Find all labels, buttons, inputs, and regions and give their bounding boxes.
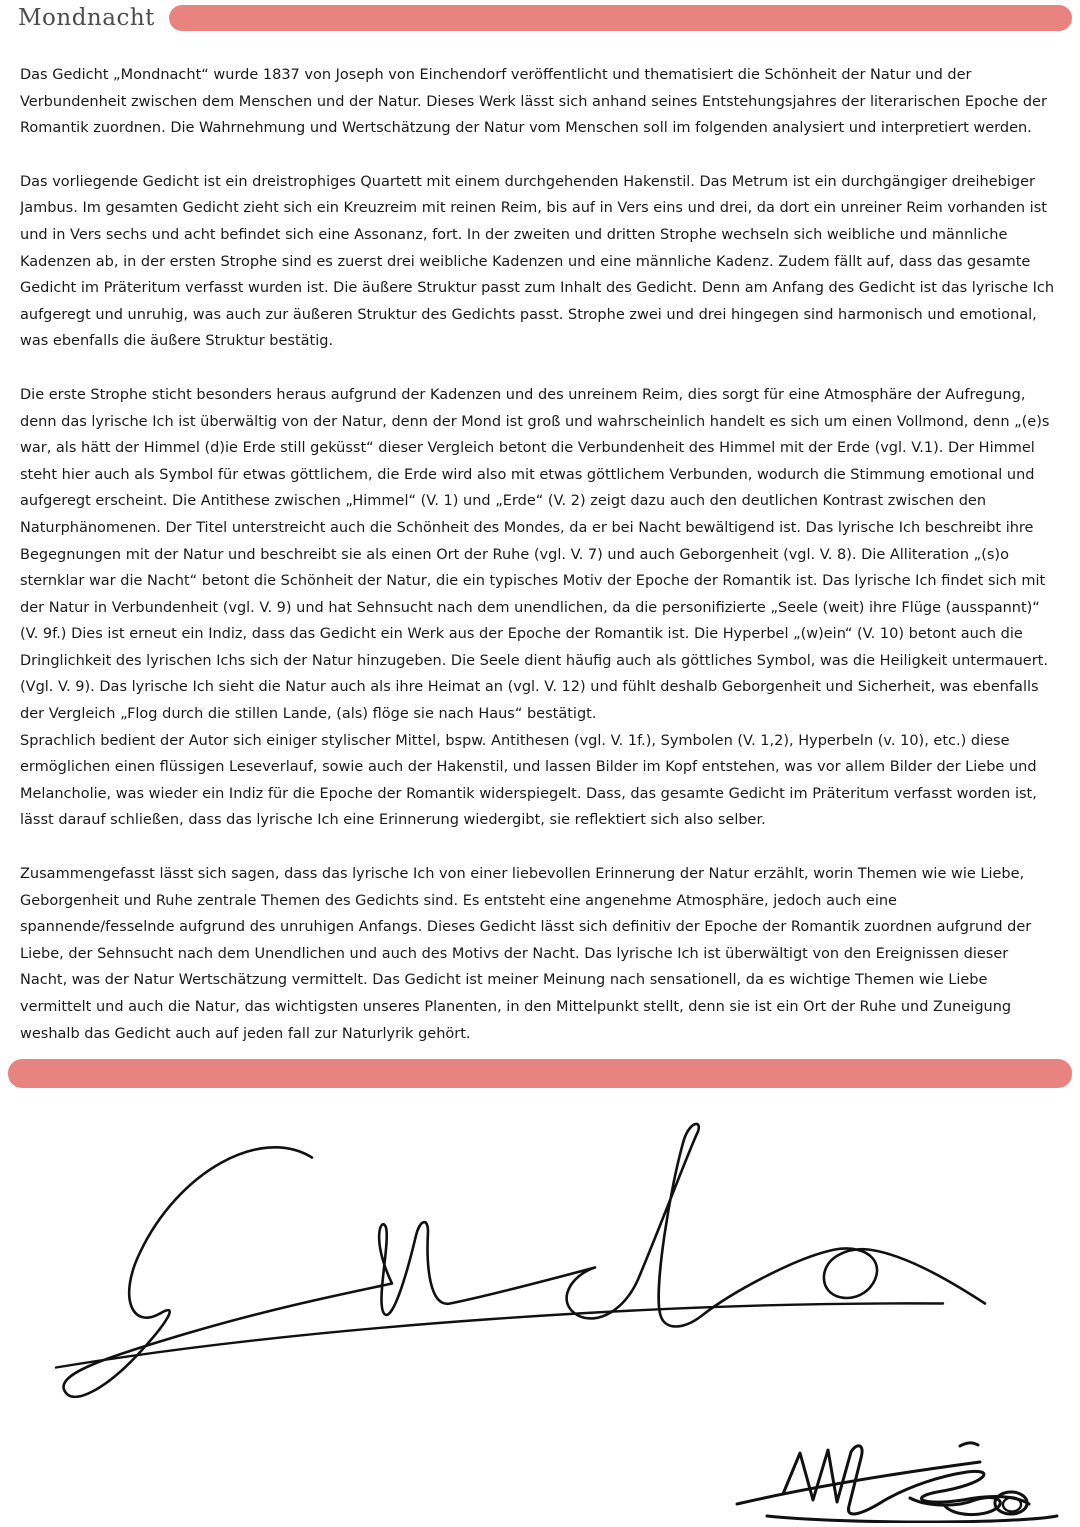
paragraph-stanza-analysis: Die erste Strophe sticht besonders heraus aufgrund der Kadenzen und des unreinem Reim, dies sorgt für eine Atmosphäre der Aufregung, denn das lyrische Ich ist überwältig von der Natur, denn der Mond ist groß und wahrscheinlich handelt es sich um einen Vollmond, denn „(e)s war, als hätt der Himmel (d)ie Erde still geküsst“ dieser Vergleich betont die Verbundenheit des Himmel mit der Erde (vgl. V.1). Der Himmel steht hier auch als Symbol für etwas göttlichem, die Erde wird also mit etwas göttlichem Verbunden, wodurch die Stimmung emotional und aufgeregt erscheint. Die Antithese zwischen „Himmel“ (V. 1) und „Erde“ (V. 2) zeigt dazu auch den deutlichen Kontrast zwischen den Naturphänomenen. Der Titel unterstreicht auch die Schönheit des Mondes, da er bei Nacht bewältigend ist. Das lyrische Ich beschreibt ihre Begegnungen mit der Natur und beschreibt sie als einen Ort der Ruhe (vgl. V. 7) und auch Geborgenheit (vgl. V. 8). Die Alliteration „(s)o sternklar war die Nacht“ betont die Schönheit der Natur, die ein typisches Motiv der Epoche der Romantik ist. Das lyrische Ich findet sich mit der Natur in Verbundenheit (vgl. V. 9) und hat Sehnsucht nach dem unendlichen, da die personifizierte „Seele (weit) ihre Flüge (ausspannt)“ (V. 9f.) Dies ist erneut ein Indiz, dass das Gedicht ein Werk aus der Epoche der Romantik ist. Die Hyperbel „(w)ein“ (V. 10) betont auch die Dringlichkeit des lyrischen Ichs sich der Natur hinzugeben. Die Seele dient häufig auch als göttliches Symbol, was die Heiligkeit untermauert. (Vgl. V. 9). Das lyrische Ich sieht die Natur auch als ihre Heimat an (vgl. V. 12) und fühlt deshalb Geborgenheit und Sicherheit, was ebenfalls der Vergleich „Flog durch die stillen Lande, (als) flöge sie nach Haus“ bestätigt. — [20, 386, 1050, 723]
paragraph-intro: Das Gedicht „Mondnacht“ wurde 1837 von Joseph von Einchendorf veröffentlicht und thematisiert die Schönheit der Natur und der Verbundenheit zwischen dem Menschen und der Natur. Dieses Werk lässt sich anhand seines Entstehungsjahres der literarischen Epoche der Romantik zuordnen. Die Wahrnehmung und Wertschätzung der Natur vom Menschen soll im folgenden analysiert und interpretiert werden. — [20, 67, 1047, 137]
ende-handwriting — [50, 1115, 990, 1400]
paragraph-conclusion: Zusammengefasst lässt sich sagen, dass das lyrische Ich von einer liebevollen Erinnerung der Natur erzählt, worin Themen wie wie Liebe, Geborgenheit und Ruhe zentrale Themen des Gedichts sind. Es entsteht eine angenehme Atmosphäre, jedoch auch eine spannende/fesselnde aufgrund des unruhigen Anfangs. Dieses Gedicht lässt sich definitiv der Epoche der Romantik zuordnen aufgrund der Liebe, der Sehnsucht nach dem Unendlichen und auch des Motivs der Nacht. Das lyrische Ich ist überwältigt von den Ereignissen dieser Nacht, was der Natur Wertschätzung vermittelt. Das Gedicht ist meiner Meinung nach sensationell, da es wichtige Themen wie Liebe vermittelt und auch die Natur, das wichtigsten unseres Planenten, in den Mittelpunkt stellt, denn sie ist ein Ort der Ruhe und Zuneigung weshalb das Gedicht auch auf jeden fall zur Naturlyrik gehört. — [20, 866, 1032, 1042]
essay-body — [20, 62, 1056, 1057]
paragraph-language-analysis: Sprachlich bedient der Autor sich einiger stylischer Mittel, bspw. Antithesen (vgl. V. 1f.), Symbolen (V. 1,2), Hyperbeln (v. 10), etc.) diese ermöglichen einen flüssigen Leseverlauf, sowie auch der Hakenstil, und lassen Bilder im Kopf entstehen, was vor allem Bilder der Liebe und Melancholie, was wieder ein Indiz für die Epoche der Romantik widerspiegelt. Dass, das gesamte Gedicht im Präteritum verfasst worden ist, lässt darauf schließen, dass das lyrische Ich eine Erinnerung wiedergibt, sie reflektiert sich also selber. — [20, 732, 1037, 829]
author-signature-scribble — [725, 1428, 1070, 1523]
page-title: Mondnacht — [18, 5, 155, 31]
paragraph-form-analysis: Das vorliegende Gedicht ist ein dreistrophiges Quartett mit einem durchgehenden Hakenstil. Das Metrum ist ein durchgängiger dreihebiger Jambus. Im gesamten Gedicht zieht sich ein Kreuzreim mit reinen Reim, bis auf in Vers eins und drei, da dort ein unreiner Reim vorhanden ist und in Vers sechs und acht befindet sich eine Assonanz, fort. In der zweiten und dritten Strophe wechseln sich weibliche und männliche Kadenzen ab, in der ersten Strophe sind es zuerst drei weibliche Kadenzen und eine männliche Kadenz. Zudem fällt auf, dass das gesamte Gedicht im Präteritum verfasst wurden ist. Die äußere Struktur passt zum Inhalt des Gedicht. Denn am Anfang des Gedicht ist das lyrische Ich aufgeregt und unruhig, was auch zur äußeren Struktur des Gedichts passt. Strophe zwei und drei hingegen sind harmonisch und emotional, was ebenfalls die äußere Struktur bestätig. — [20, 173, 1055, 350]
header-accent-bar — [169, 5, 1072, 31]
footer-accent-bar — [8, 1059, 1072, 1088]
header — [18, 5, 1072, 31]
